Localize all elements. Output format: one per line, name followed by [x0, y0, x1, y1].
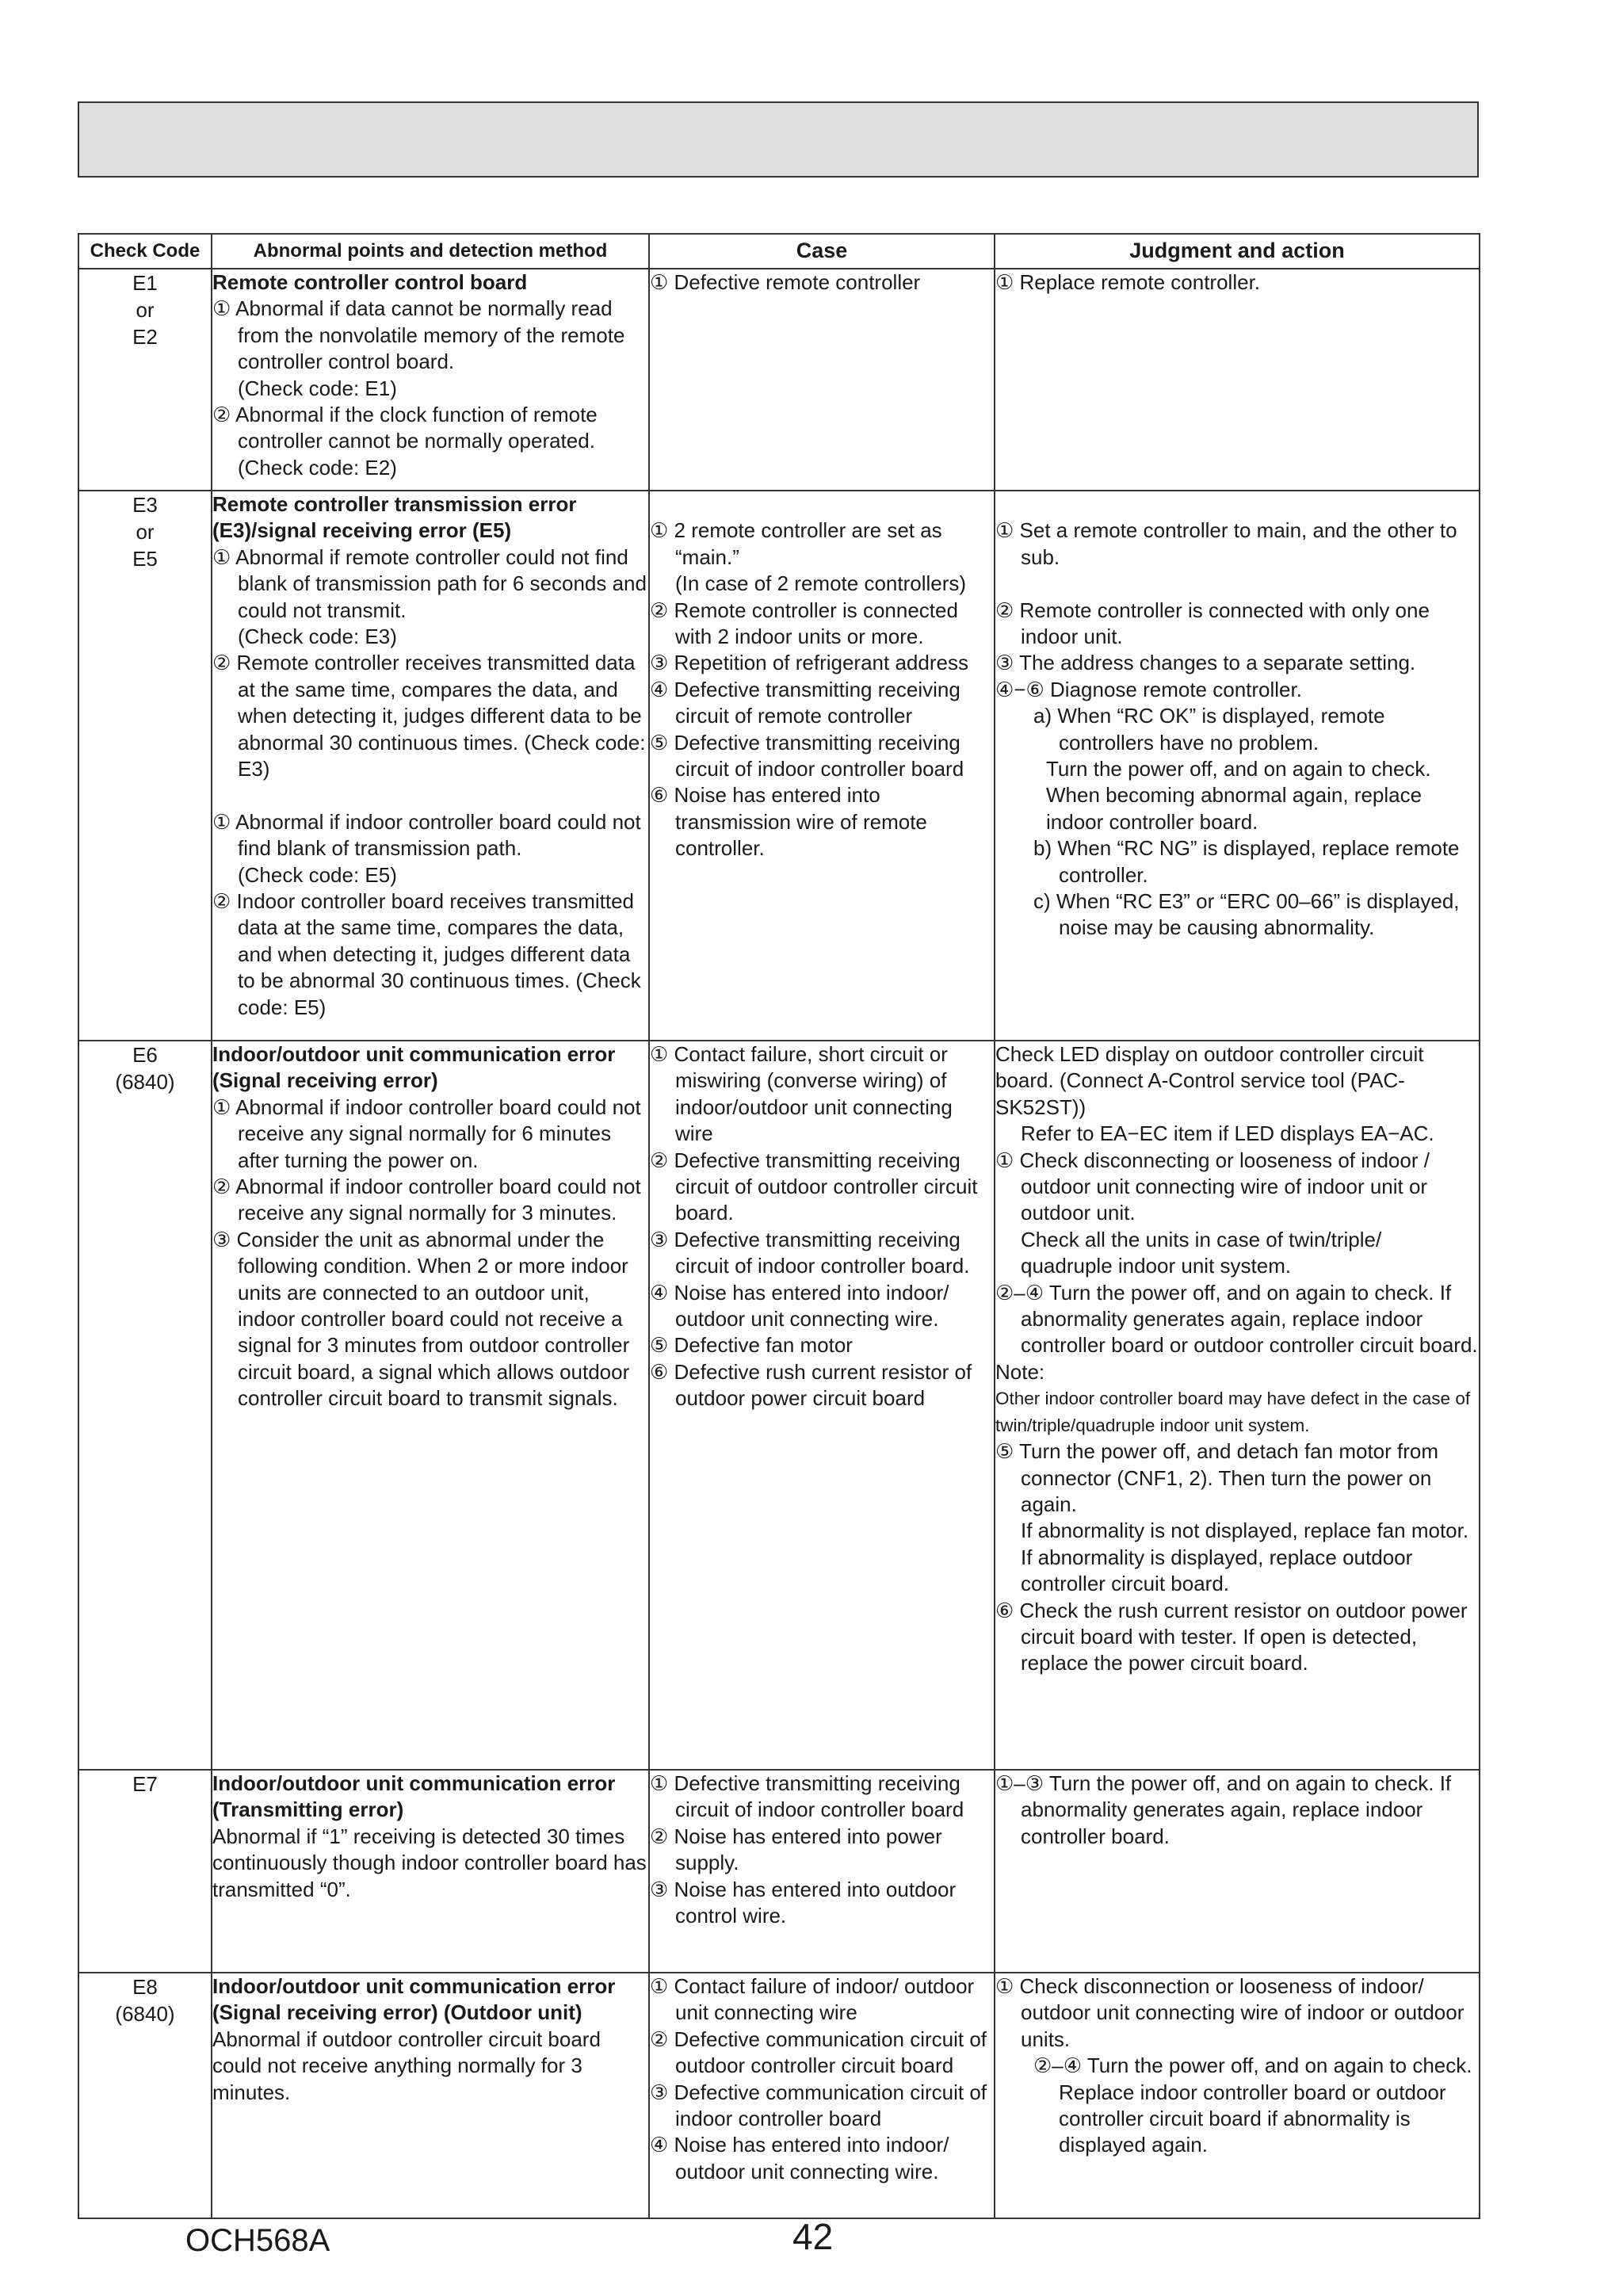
case-line: ④ Noise has entered into indoor/ outdoor unit connecting wire. [650, 2133, 949, 2183]
case-cell [649, 1770, 995, 1973]
judgment-action-line: ① Set a remote controller to main, and the other to sub. [995, 518, 1457, 569]
judgment-action-line: ① Replace remote controller. [995, 270, 1261, 294]
check-code-text: (6840) [115, 1070, 175, 1094]
case-line: ③ Defective transmitting receiving circuit of indoor controller board. [650, 1227, 970, 1278]
abnormal-points-line: ① Abnormal if indoor controller board could not find blank of transmission path. [212, 809, 641, 861]
abnormal-points-cell [212, 269, 649, 491]
abnormal-points-title: Indoor/outdoor unit communication error (Transmitting error) [212, 1771, 616, 1822]
abnormal-points-line: Abnormal if “1” receiving is detected 30 times continuously though indoor controller board has transmitted “0”. [212, 1824, 647, 1901]
column-header-check-code: Check Code [78, 234, 212, 269]
case-line: ① Contact failure of indoor/ outdoor unit connecting wire [650, 1974, 975, 2025]
abnormal-points-line: (Check code: E5) [238, 862, 397, 887]
judgment-action-line: ①–③ Turn the power off, and on again to check. If abnormality generates again, replace indoor controller board. [995, 1771, 1452, 1848]
check-code-text: or [136, 520, 155, 544]
abnormal-points-line: ① Abnormal if data cannot be normally read from the nonvolatile memory of the remote controller control board. [212, 296, 625, 374]
abnormal-points-line: ② Abnormal if the clock function of remote controller cannot be normally operated. [212, 403, 598, 453]
abnormal-points-line: ② Indoor controller board receives transmitted data at the same time, compares the data, and when detecting it, judges different data to be abnormal 30 continuous times. (Check code: E5) [212, 889, 641, 1019]
case-line: ⑥ Defective rush current resistor of outdoor power circuit board [650, 1359, 972, 1411]
abnormal-points-spacer [212, 782, 648, 808]
judgment-action-line: Refer to EA−EC item if LED displays EA−AC. [1021, 1121, 1434, 1146]
case-line: ② Remote controller is connected with 2 indoor units or more. [650, 598, 958, 649]
case-line: ③ Noise has entered into outdoor control wire. [650, 1877, 957, 1928]
judgment-action-line: ③ The address changes to a separate setting. [995, 651, 1416, 675]
case-line: ⑤ Defective fan motor [650, 1333, 853, 1358]
table-header-row [78, 234, 1480, 269]
case-line: ② Defective transmitting receiving circuit of outdoor controller circuit board. [650, 1148, 978, 1225]
case-line: ④ Defective transmitting receiving circuit of remote controller [650, 677, 960, 728]
case-line: ④ Noise has entered into indoor/ outdoor unit connecting wire. [650, 1280, 949, 1331]
judgment-action-line: Turn the power off, and on again to check. When becoming abnormal again, replace indoor controller board. [1046, 757, 1431, 834]
check-code-text: (6840) [115, 2002, 175, 2026]
table-row [78, 1973, 1480, 2218]
judgment-action-line: ⑤ Turn the power off, and detach fan motor from connector (CNF1, 2). Then turn the power on again. [995, 1439, 1439, 1516]
check-code-text: E5 [132, 547, 158, 571]
judgment-action-line: ②–④ Turn the power off, and on again to check. Replace indoor controller board or outdoor controller circuit board if abnormality is displayed again. [1033, 2053, 1472, 2157]
table-row [78, 491, 1480, 1041]
case-cell [649, 491, 995, 1041]
table-row [78, 269, 1480, 491]
case-line: ① 2 remote controller are set as “main.” [650, 518, 942, 569]
abnormal-points-line: ① Abnormal if remote controller could not find blank of transmission path for 6 seconds and could not transmit. [212, 544, 647, 622]
judgment-action-line: If abnormality is displayed, replace outdoor controller circuit board. [1021, 1545, 1413, 1596]
check-code-cell [78, 1041, 212, 1770]
case-line: ③ Defective communication circuit of indoor controller board [650, 2080, 987, 2131]
abnormal-points-title: Indoor/outdoor unit communication error (Signal receiving error) (Outdoor unit) [212, 1974, 616, 2025]
abnormal-points-line: Abnormal if outdoor controller circuit board could not receive anything normally for 3 minutes. [212, 2027, 601, 2104]
check-code-table [78, 233, 1480, 2219]
judgment-action-line: ① Check disconnection or looseness of indoor/ outdoor unit connecting wire of indoor or outdoor units. [995, 1974, 1465, 2051]
check-code-text: E8 [132, 1975, 158, 1999]
judgment-action-line: Check all the units in case of twin/triple/ quadruple indoor unit system. [1021, 1227, 1382, 1278]
check-code-text: E6 [132, 1043, 158, 1067]
judgment-action-cell [995, 269, 1480, 491]
check-code-text: E2 [132, 325, 158, 349]
abnormal-points-line: (Check code: E2) [238, 455, 397, 479]
case-line: ② Defective communication circuit of outdoor controller circuit board [650, 2027, 987, 2078]
judgment-action-cell [995, 1973, 1480, 2218]
header-banner [78, 101, 1479, 178]
table-row [78, 1041, 1480, 1770]
abnormal-points-line: (Check code: E1) [238, 376, 397, 400]
abnormal-points-cell [212, 491, 649, 1041]
judgment-action-line: ④−⑥ Diagnose remote controller. [995, 677, 1302, 701]
column-header-abnormal-points: Abnormal points and detection method [212, 234, 649, 269]
abnormal-points-title: Indoor/outdoor unit communication error (Signal receiving error) [212, 1042, 616, 1093]
case-line: (In case of 2 remote controllers) [675, 571, 967, 596]
judgment-action-line: ②–④ Turn the power off, and on again to check. If abnormality generates again, replace indoor controller board or outdoor controller circuit board. [995, 1280, 1478, 1358]
check-code-text: or [136, 298, 155, 322]
judgment-action-line: c) When “RC E3” or “ERC 00–66” is displayed, noise may be causing abnormality. [1033, 889, 1460, 940]
judgment-action-line: If abnormality is not displayed, replace fan motor. [1021, 1519, 1469, 1543]
judgment-action-line: Other indoor controller board may have defect in the case of twin/triple/quadruple indoor unit system. [995, 1389, 1471, 1435]
judgment-action-line: a) When “RC OK” is displayed, remote controllers have no problem. [1033, 704, 1385, 755]
abnormal-points-line: ② Remote controller receives transmitted data at the same time, compares the data, and when detecting it, judges different data to be abnormal 30 continuous times. (Check code: E3) [212, 651, 646, 781]
case-cell [649, 1041, 995, 1770]
judgment-action-spacer [995, 491, 1479, 518]
abnormal-points-line: ① Abnormal if indoor controller board could not receive any signal normally for 6 minutes after turning the power on. [212, 1095, 641, 1172]
judgment-action-line: Note: [995, 1359, 1045, 1384]
case-line: ⑥ Noise has entered into transmission wire of remote controller. [650, 783, 927, 861]
check-code-cell [78, 491, 212, 1041]
judgment-action-cell [995, 491, 1480, 1041]
abnormal-points-title: Remote controller control board [212, 270, 528, 294]
abnormal-points-cell [212, 1770, 649, 1973]
check-code-text: E7 [132, 1772, 158, 1796]
check-code-text: E1 [132, 271, 158, 295]
abnormal-points-cell [212, 1041, 649, 1770]
check-code-text: E3 [132, 493, 158, 517]
case-cell [649, 269, 995, 491]
abnormal-points-line: (Check code: E3) [238, 625, 397, 649]
case-line: ① Defective transmitting receiving circuit of indoor controller board [650, 1771, 964, 1822]
judgment-action-line: ② Remote controller is connected with only one indoor unit. [995, 598, 1430, 648]
judgment-action-line: ⑥ Check the rush current resistor on outdoor power circuit board with tester. If open is detected, replace the power circuit board. [995, 1598, 1468, 1675]
column-header-judgment-action: Judgment and action [995, 234, 1480, 269]
case-line: ② Noise has entered into power supply. [650, 1824, 942, 1875]
document-code: OCH568A [185, 2223, 330, 2258]
table-row [78, 1770, 1480, 1973]
abnormal-points-cell [212, 1973, 649, 2218]
judgment-action-cell [995, 1770, 1480, 1973]
case-spacer [650, 491, 994, 518]
column-header-case: Case [649, 234, 995, 269]
check-code-cell [78, 269, 212, 491]
case-line: ③ Repetition of refrigerant address [650, 651, 968, 675]
check-code-cell [78, 1973, 212, 2218]
check-code-cell [78, 1770, 212, 1973]
case-line: ⑤ Defective transmitting receiving circuit of indoor controller board [650, 730, 964, 781]
judgment-action-spacer [995, 571, 1479, 597]
abnormal-points-line: ② Abnormal if indoor controller board could not receive any signal normally for 3 minutes. [212, 1175, 641, 1225]
judgment-action-line: b) When “RC NG” is displayed, replace remote controller. [1033, 836, 1460, 887]
page-number: 42 [792, 2216, 834, 2257]
judgment-action-line: ① Check disconnecting or looseness of indoor / outdoor unit connecting wire of indoor unit or outdoor unit. [995, 1148, 1430, 1225]
case-line: ① Defective remote controller [650, 270, 921, 294]
abnormal-points-line: ③ Consider the unit as abnormal under the following condition. When 2 or more indoor units are connected to an outdoor unit, indoor controller board could not receive a signal for 3 minutes from outdoor controller circuit board, a signal which allows outdoor controller circuit board to transmit signals. [212, 1227, 630, 1411]
judgment-action-line: Check LED display on outdoor controller circuit board. (Connect A-Control service tool (PAC-SK52ST)) [995, 1042, 1424, 1119]
case-cell [649, 1973, 995, 2218]
judgment-action-cell [995, 1041, 1480, 1770]
case-line: ① Contact failure, short circuit or miswiring (converse wiring) of indoor/outdoor unit connecting wire [650, 1042, 953, 1146]
abnormal-points-title: Remote controller transmission error (E3)/signal receiving error (E5) [212, 492, 577, 543]
